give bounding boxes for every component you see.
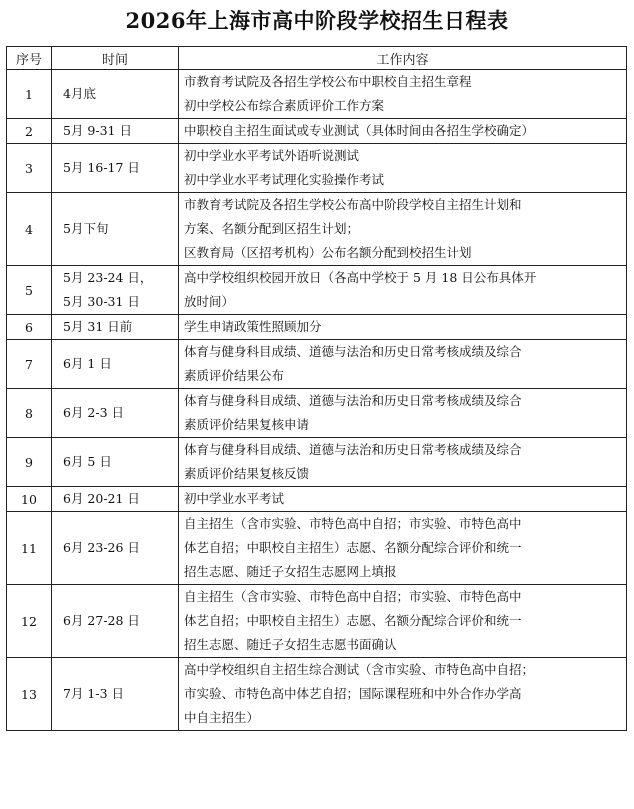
- time-line: 5月 9-31 日: [63, 123, 132, 138]
- row-number: 5: [7, 266, 52, 315]
- time-line: 6月 2-3 日: [63, 405, 125, 420]
- table-row: [7, 266, 627, 315]
- time-line: 7月 1-3 日: [63, 686, 125, 701]
- work-line: 中自主招生）: [184, 710, 260, 725]
- row-work: [179, 585, 627, 658]
- table-row: [7, 119, 627, 144]
- row-work: [179, 266, 627, 315]
- header-time: 时间: [52, 47, 179, 70]
- time-line: 5月下旬: [63, 221, 109, 236]
- time-line: 6月 27-28 日: [63, 613, 140, 628]
- table-row: [7, 658, 627, 731]
- row-work: [179, 389, 627, 438]
- work-line: 招生志愿、随迁子女招生志愿书面确认: [184, 637, 397, 652]
- table-row: [7, 389, 627, 438]
- work-line: 中职校自主招生面试或专业测试（具体时间由各招生学校确定）: [184, 123, 535, 138]
- work-line: 体艺自招；中职校自主招生）志愿、名额分配综合评价和统一: [184, 540, 522, 555]
- row-number: 11: [7, 512, 52, 585]
- table-header-row: [7, 47, 627, 70]
- work-line: 体育与健身科目成绩、道德与法治和历史日常考核成绩及综合: [184, 344, 522, 359]
- work-line: 高中学校组织自主招生综合测试（含市实验、市特色高中自招；: [184, 662, 535, 677]
- row-work: [179, 658, 627, 731]
- row-time: [52, 658, 179, 731]
- row-time: [52, 266, 179, 315]
- row-time: [52, 340, 179, 389]
- page-title: 2026年上海市高中阶段学校招生日程表: [125, 8, 509, 33]
- work-line: 放时间）: [184, 294, 235, 309]
- row-number: 13: [7, 658, 52, 731]
- work-line: 高中学校组织校园开放日（各高中学校于 5 月 18 日公布具体开: [184, 270, 537, 285]
- row-number: 8: [7, 389, 52, 438]
- row-number: 6: [7, 315, 52, 340]
- work-line: 市教育考试院及各招生学校公布高中阶段学校自主招生计划和: [184, 197, 522, 212]
- table-row: [7, 315, 627, 340]
- work-line: 素质评价结果复核反馈: [184, 466, 310, 481]
- table-row: [7, 144, 627, 193]
- row-time: [52, 70, 179, 119]
- table-row: [7, 512, 627, 585]
- work-line: 学生申请政策性照顾加分: [184, 319, 322, 334]
- table-row: [7, 438, 627, 487]
- row-number: 12: [7, 585, 52, 658]
- header-work: 工作内容: [179, 47, 627, 70]
- work-line: 市实验、市特色高中体艺自招；国际课程班和中外合作办学高: [184, 686, 522, 701]
- work-line: 自主招生（含市实验、市特色高中自招；市实验、市特色高中: [184, 516, 522, 531]
- row-work: [179, 487, 627, 512]
- row-time: [52, 487, 179, 512]
- table-row: [7, 340, 627, 389]
- row-work: [179, 512, 627, 585]
- table-row: [7, 585, 627, 658]
- work-line: 初中学校公布综合素质评价工作方案: [184, 98, 385, 113]
- row-work: [179, 70, 627, 119]
- schedule-table: [6, 46, 627, 731]
- work-line: 方案、名额分配到区招生计划；: [184, 221, 360, 236]
- work-line: 区教育局（区招考机构）公布名额分配到校招生计划: [184, 245, 472, 260]
- work-line: 初中学业水平考试外语听说测试: [184, 148, 360, 163]
- work-line: 初中学业水平考试理化实验操作考试: [184, 172, 385, 187]
- work-line: 素质评价结果公布: [184, 368, 285, 383]
- work-line: 素质评价结果复核申请: [184, 417, 310, 432]
- time-line: 5月 16-17 日: [63, 160, 140, 175]
- work-line: 招生志愿、随迁子女招生志愿网上填报: [184, 564, 397, 579]
- time-line: 4月底: [63, 86, 96, 101]
- work-line: 市教育考试院及各招生学校公布中职校自主招生章程: [184, 74, 472, 89]
- row-number: 9: [7, 438, 52, 487]
- work-line: 初中学业水平考试: [184, 491, 285, 506]
- row-work: [179, 144, 627, 193]
- table-row: [7, 70, 627, 119]
- row-time: [52, 512, 179, 585]
- row-time: [52, 144, 179, 193]
- time-line: 6月 5 日: [63, 454, 112, 469]
- time-line: 5月 31 日前: [63, 319, 133, 334]
- time-line: 5月 30-31 日: [63, 294, 140, 309]
- row-time: [52, 389, 179, 438]
- row-work: [179, 119, 627, 144]
- row-number: 2: [7, 119, 52, 144]
- time-line: 5月 23-24 日，: [63, 270, 153, 285]
- table-row: [7, 193, 627, 266]
- row-number: 4: [7, 193, 52, 266]
- time-line: 6月 23-26 日: [63, 540, 140, 555]
- row-time: [52, 119, 179, 144]
- time-line: 6月 1 日: [63, 356, 112, 371]
- row-number: 1: [7, 70, 52, 119]
- row-work: [179, 340, 627, 389]
- row-number: 3: [7, 144, 52, 193]
- row-number: 7: [7, 340, 52, 389]
- row-number: 10: [7, 487, 52, 512]
- row-time: [52, 315, 179, 340]
- work-line: 体育与健身科目成绩、道德与法治和历史日常考核成绩及综合: [184, 442, 522, 457]
- table-row: [7, 487, 627, 512]
- row-time: [52, 585, 179, 658]
- header-no: 序号: [7, 47, 52, 70]
- table-body: [7, 70, 627, 731]
- work-line: 体育与健身科目成绩、道德与法治和历史日常考核成绩及综合: [184, 393, 522, 408]
- row-work: [179, 438, 627, 487]
- row-time: [52, 438, 179, 487]
- row-work: [179, 315, 627, 340]
- row-time: [52, 193, 179, 266]
- time-line: 6月 20-21 日: [63, 491, 140, 506]
- work-line: 自主招生（含市实验、市特色高中自招；市实验、市特色高中: [184, 589, 522, 604]
- row-work: [179, 193, 627, 266]
- work-line: 体艺自招；中职校自主招生）志愿、名额分配综合评价和统一: [184, 613, 522, 628]
